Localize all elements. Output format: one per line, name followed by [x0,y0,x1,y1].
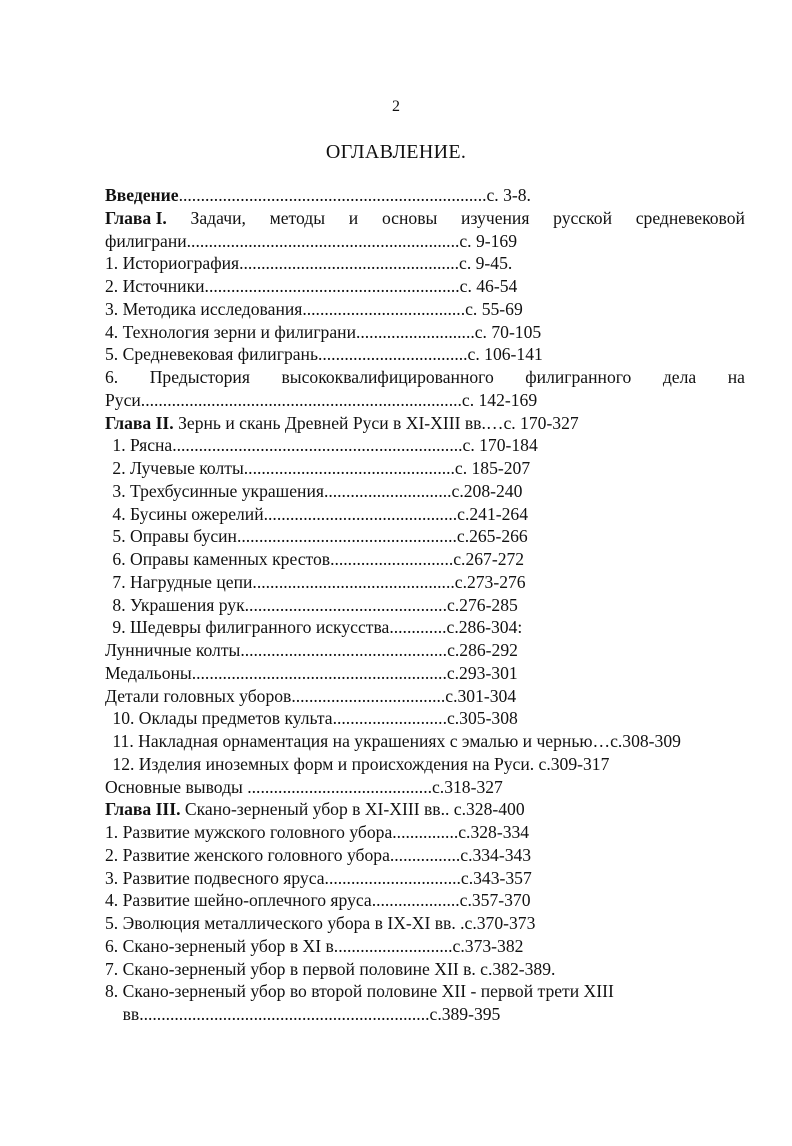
toc-entry-text: Лунничные колты...............................................с.286-292 [105,640,518,660]
toc-entry-text: Зернь и скань Древней Руси в XI-XIII вв.…с. 170-327 [173,413,579,433]
toc-line [108,524,528,548]
toc-line [105,342,543,366]
page-number: 2 [392,98,400,115]
toc-entry-text: 3. Методика исследования.....................................с. 55-69 [105,299,523,319]
toc-entry-text: 7. Нагрудные цепи..............................................с.273-276 [108,572,526,592]
toc-line [108,593,518,617]
toc-line [105,251,512,275]
toc-entry-text: 5. Оправы бусин..................................................с.265-266 [108,526,528,546]
toc-entry-text: 12. Изделия иноземных форм и происхождения на Руси. с.309-317 [108,754,610,774]
toc-line [105,797,525,821]
toc-entry-text: ......................................................................с. 3-8. [178,185,531,205]
toc-line [105,820,529,844]
toc-entry-text: 1. Рясна..................................................................с. 170-184 [108,435,538,455]
toc-line [105,320,541,344]
toc-word: изучения [461,208,530,228]
toc-word: на [727,367,745,387]
toc-word: дела [662,367,697,387]
toc-word: средневековой [635,208,745,228]
toc-line [108,433,538,457]
toc-line [105,934,523,958]
toc-entry-text: 3. Трехбусинные украшения.............................с.208-240 [108,481,523,501]
toc-entry-text: 5. Средневековая филигрань..................................с. 106-141 [105,344,543,364]
toc-chapter-label: Глава III. [105,799,181,819]
toc-line [105,866,532,890]
toc-word: методы [269,208,326,228]
toc-entry-text: Основные выводы ..........................................с.318-327 [105,777,503,797]
toc-word: Задачи, [190,208,246,228]
toc-line [108,502,528,526]
toc-line [105,411,579,435]
toc-line [105,888,531,912]
toc-line [105,775,503,799]
toc-line [105,206,745,230]
toc-word: филигранного [525,367,632,387]
toc-entry-text: 6. Скано-зерненый убор в XI в...........................с.373-382 [105,936,524,956]
toc-entry-text: 8. Украшения рук..............................................с.276-285 [108,595,518,615]
toc-entry-text: 3. Развитие подвесного яруса...............................с.343-357 [105,868,532,888]
toc-entry-text: 9. Шедевры филигранного искусства.............с.286-304: [108,617,523,637]
toc-entry-text: 11. Накладная орнаментация на украшениях с эмалью и чернью…с.308-309 [108,731,681,751]
toc-entry-text: вв..................................................................с.389-395 [105,1004,501,1024]
toc-entry-text: 2. Источники..........................................................с. 46-54 [105,276,518,296]
toc-line [105,274,517,298]
toc-entry-text: 8. Скано-зерненый убор во второй половине XII - первой трети XIII [105,981,614,1001]
toc-word: высококвалифицированного [281,367,494,387]
toc-line [108,456,530,480]
toc-line [105,957,555,981]
toc-line [105,911,535,935]
toc-line [105,1002,500,1026]
toc-entry-text: 10. Оклады предметов культа..........................с.305-308 [108,708,518,728]
toc-line [105,843,531,867]
toc-entry-text: 4. Развитие шейно-оплечного яруса....................с.357-370 [105,890,531,910]
toc-entry-text: 4. Технология зерни и филиграни...........................с. 70-105 [105,322,542,342]
toc-entry-text: 5. Эволюция металлического убора в IX-XI вв. .с.370-373 [105,913,536,933]
toc-line [105,229,517,253]
toc-entry-text: 2. Развитие женского головного убора................с.334-343 [105,845,532,865]
toc-entry-text: 1. Историография..................................................с. 9-45. [105,253,513,273]
toc-entry-text: 7. Скано-зерненый убор в первой половине XII в. с.382-389. [105,959,556,979]
toc-word: Глава I. [105,208,167,228]
toc-entry-text: 2. Лучевые колты................................................с. 185-207 [108,458,531,478]
toc-entry-text: Медальоны..........................................................с.293-301 [105,663,518,683]
toc-line [108,752,609,776]
toc-line [108,479,522,503]
toc-line [105,684,516,708]
toc-entry-text: филиграни..............................................................с. 9-169 [105,231,518,251]
toc-line [105,297,523,321]
toc-line [105,661,518,685]
toc-line [105,183,531,207]
toc-entry-text: 1. Развитие мужского головного убора...............с.328-334 [105,822,530,842]
toc-word: основы [381,208,438,228]
toc-word: и [348,208,359,228]
toc-line [108,615,522,639]
toc-line [108,729,681,753]
toc-line [105,638,518,662]
toc-line [108,547,524,571]
toc-entry-text: Руси.........................................................................с. 142-169 [105,390,538,410]
toc-line [105,979,614,1003]
toc-chapter-label: Введение [105,185,179,205]
toc-chapter-label: Глава II. [105,413,174,433]
toc-word: 6. [105,367,119,387]
toc-entry-text: 6. Оправы каменных крестов............................с.267-272 [108,549,525,569]
toc-entry-text: 4. Бусины ожерелий............................................с.241-264 [108,504,528,524]
toc-word: русской [553,208,612,228]
toc-line [108,570,526,594]
toc-entry-text: Скано-зерненый убор в XI-XIII вв.. с.328-400 [180,799,525,819]
toc-word: Предыстория [149,367,250,387]
toc-entry-text: Детали головных уборов...................................с.301-304 [105,686,517,706]
toc-line [105,388,537,412]
page-title: ОГЛАВЛЕНИЕ. [325,141,467,163]
toc-line [105,365,745,389]
toc-line [108,706,518,730]
